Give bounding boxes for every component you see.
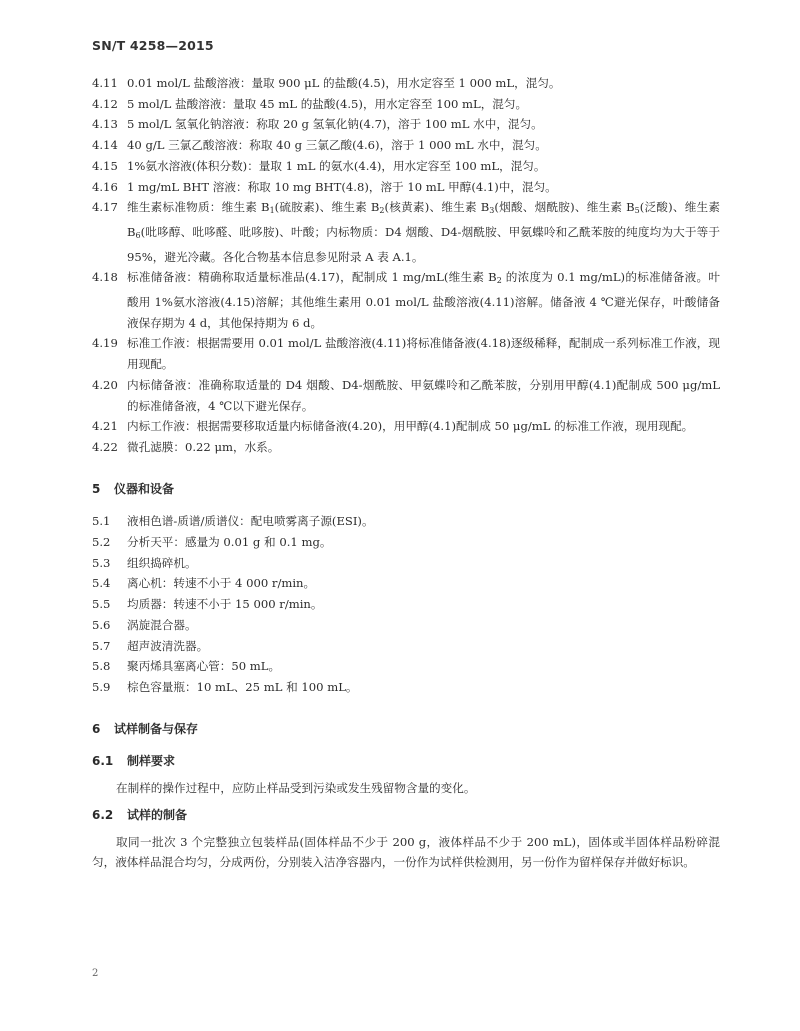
spacer [92,458,720,479]
clause-text: 微孔滤膜：0.22 μm，水系。 [127,439,280,454]
document-body [92,73,720,873]
text-fragment: (泛酸)、维生素 B [127,200,720,239]
clause-text: 液相色谱-质谱/质谱仪：配电喷雾离子源(ESI)。 [127,514,374,529]
spacer [92,739,720,751]
clause-number: 4.19 [92,336,118,351]
clause-5-6 [92,615,720,636]
subscript: 6 [135,230,141,240]
clause-5-3 [92,553,720,574]
subsection-number: 6.1 [92,754,114,769]
clause-text: 1 mg/mL BHT 溶液：称取 10 mg BHT(4.8)，溶于 10 mL 甲醇(4.1)中，混匀。 [127,179,557,194]
clause-number: 4.16 [92,179,118,194]
clause-5-7 [92,636,720,657]
page-number: 2 [92,968,99,979]
clause-text: 聚丙烯具塞离心管：50 mL。 [127,659,281,674]
clause-4-14 [92,135,720,156]
clause-text: 0.01 mol/L 盐酸溶液：量取 900 μL 的盐酸(4.5)，用水定容至 1 000 mL，混匀。 [127,76,561,90]
clause-5-9 [92,677,720,698]
clause-number: 4.21 [92,419,118,434]
section-number: 6 [92,721,101,736]
clause-text: 标准工作液：根据需要用 0.01 mol/L 盐酸溶液(4.11)将标准储备液(4.18)逐级稀释，配制成一系列标准工作液，现用现配。 [127,336,720,372]
clause-text: 涡旋混合器。 [127,617,197,632]
spacer [92,698,720,719]
section-6-heading [92,719,720,740]
clause-text: 组织捣碎机。 [127,555,197,570]
clause-4-16 [92,177,720,198]
subsection-title: 试样的制备 [127,807,188,822]
clause-5-1 [92,511,720,532]
subscript: 5 [634,206,640,216]
clause-5-2 [92,532,720,553]
clause-number: 4.12 [92,96,118,111]
clause-text: 5 mol/L 盐酸溶液：量取 45 mL 的盐酸(4.5)，用水定容至 100 mL，混匀。 [127,96,528,111]
clause-number: 4.18 [92,270,118,285]
section-number: 5 [92,481,101,496]
clause-number: 4.20 [92,377,118,392]
clause-text: 1%氨水溶液(体积分数)：量取 1 mL 的氨水(4.4)，用水定容至 100 mL，混匀。 [127,158,546,173]
subsection-6-2-heading [92,805,720,826]
clause-5-5 [92,594,720,615]
clause-text: 离心机：转速不小于 4 000 r/min。 [127,576,316,591]
text-fragment: 的浓度为 0.1 mg/mL)的标准储备液。叶酸用 1%氨水溶液(4.15)溶解；其他维生素用 0.01 mol/L 盐酸溶液(4.11)溶解。储备液 4 ℃避光保存，叶酸储备液保存期为 4 d，其他保持期为 6 d。 [127,270,720,330]
text-fragment: (硫胺素)、维生素 B [274,200,380,215]
clause-4-17 [92,197,720,267]
clause-number: 4.22 [92,439,118,454]
clause-number: 5.8 [92,659,111,674]
clause-4-12 [92,94,720,115]
clause-text: 内标储备液：准确称取适量的 D4 烟酸、D4-烟酰胺、甲氨蝶呤和乙酰苯胺，分别用甲醇(4.1)配制成 500 μg/mL 的标准储备液，4 ℃以下避光保存。 [127,377,720,413]
paragraph: 在制样的操作过程中，应防止样品受到污染或发生残留物含量的变化。 [116,781,476,796]
clause-4-21 [92,416,720,437]
clause-number: 4.14 [92,138,118,153]
standard-number-header: SN/T 4258—2015 [92,38,214,53]
clause-number: 5.4 [92,576,111,591]
section-title: 仪器和设备 [114,481,175,496]
clause-text: 均质器：转速不小于 15 000 r/min。 [127,597,323,612]
subsection-title: 制样要求 [127,754,176,769]
clause-4-19 [92,333,720,374]
clause-text [127,197,720,267]
clause-text: 5 mol/L 氢氧化钠溶液：称取 20 g 氢氧化钠(4.7)，溶于 100 mL 水中，混匀。 [127,117,543,132]
clause-text: 40 g/L 三氯乙酸溶液：称取 40 g 三氯乙酸(4.6)，溶于 1 000 mL 水中，混匀。 [127,138,547,153]
clause-4-15 [92,156,720,177]
clause-number: 5.2 [92,535,111,550]
text-fragment: (核黄素)、维生素 B [384,200,490,215]
section-5-heading [92,479,720,500]
spacer [92,499,720,511]
subscript: 3 [489,206,495,216]
clause-number: 5.9 [92,679,111,694]
section-title: 试样制备与保存 [114,721,199,736]
subscript: 2 [496,276,502,286]
subsection-6-1-heading [92,751,720,772]
text-fragment: 维生素标准物质：维生素 B [127,200,270,215]
subscript: 1 [269,206,275,216]
clause-text: 超声波清洗器。 [127,638,209,653]
clause-5-4 [92,573,720,594]
clause-number: 5.5 [92,597,111,612]
clause-text: 分析天平：感量为 0.01 g 和 0.1 mg。 [127,535,332,550]
subsection-number: 6.2 [92,807,114,822]
subscript: 2 [379,206,385,216]
clause-number: 4.13 [92,117,118,132]
clause-text [127,267,720,333]
clause-4-13 [92,114,720,135]
clause-number: 4.15 [92,158,118,173]
clause-number: 5.6 [92,617,111,632]
clause-number: 5.1 [92,514,111,529]
text-fragment: 标准储备液：精确称取适量标准品(4.17)，配制成 1 mg/mL(维生素 B [127,270,497,285]
clause-number: 5.7 [92,638,111,653]
clause-4-18 [92,267,720,333]
clause-text: 内标工作液：根据需要移取适量内标储备液(4.20)，用甲醇(4.1)配制成 50 μg/mL 的标准工作液，现用现配。 [127,419,694,434]
text-fragment: (烟酸、烟酰胺)、维生素 B [494,200,635,215]
paragraph: 取同一批次 3 个完整独立包装样品(固体样品不少于 200 g，液体样品不少于 200 mL)，固体或半固体样品粉碎混匀，液体样品混合均匀，分成两份，分别装入洁净容器内，一份作为试样供检测用，另一份作为留样保存并做好标识。 [92,834,720,870]
clause-4-22 [92,437,720,458]
clause-4-20 [92,375,720,416]
text-fragment: (吡哆醇、吡哆醛、吡哆胺)、叶酸；内标物质：D4 烟酸、D4-烟酰胺、甲氨蝶呤和乙酰苯胺的纯度均为大于等于 95%，避光冷藏。各化合物基本信息参见附录 A 表 A.1。 [127,224,720,264]
clause-5-8 [92,656,720,677]
clause-text: 棕色容量瓶：10 mL、25 mL 和 100 mL。 [127,679,358,694]
clause-number: 4.11 [92,76,118,90]
clause-number: 5.3 [92,555,111,570]
clause-number: 4.17 [92,200,118,215]
clause-4-11 [92,73,720,94]
